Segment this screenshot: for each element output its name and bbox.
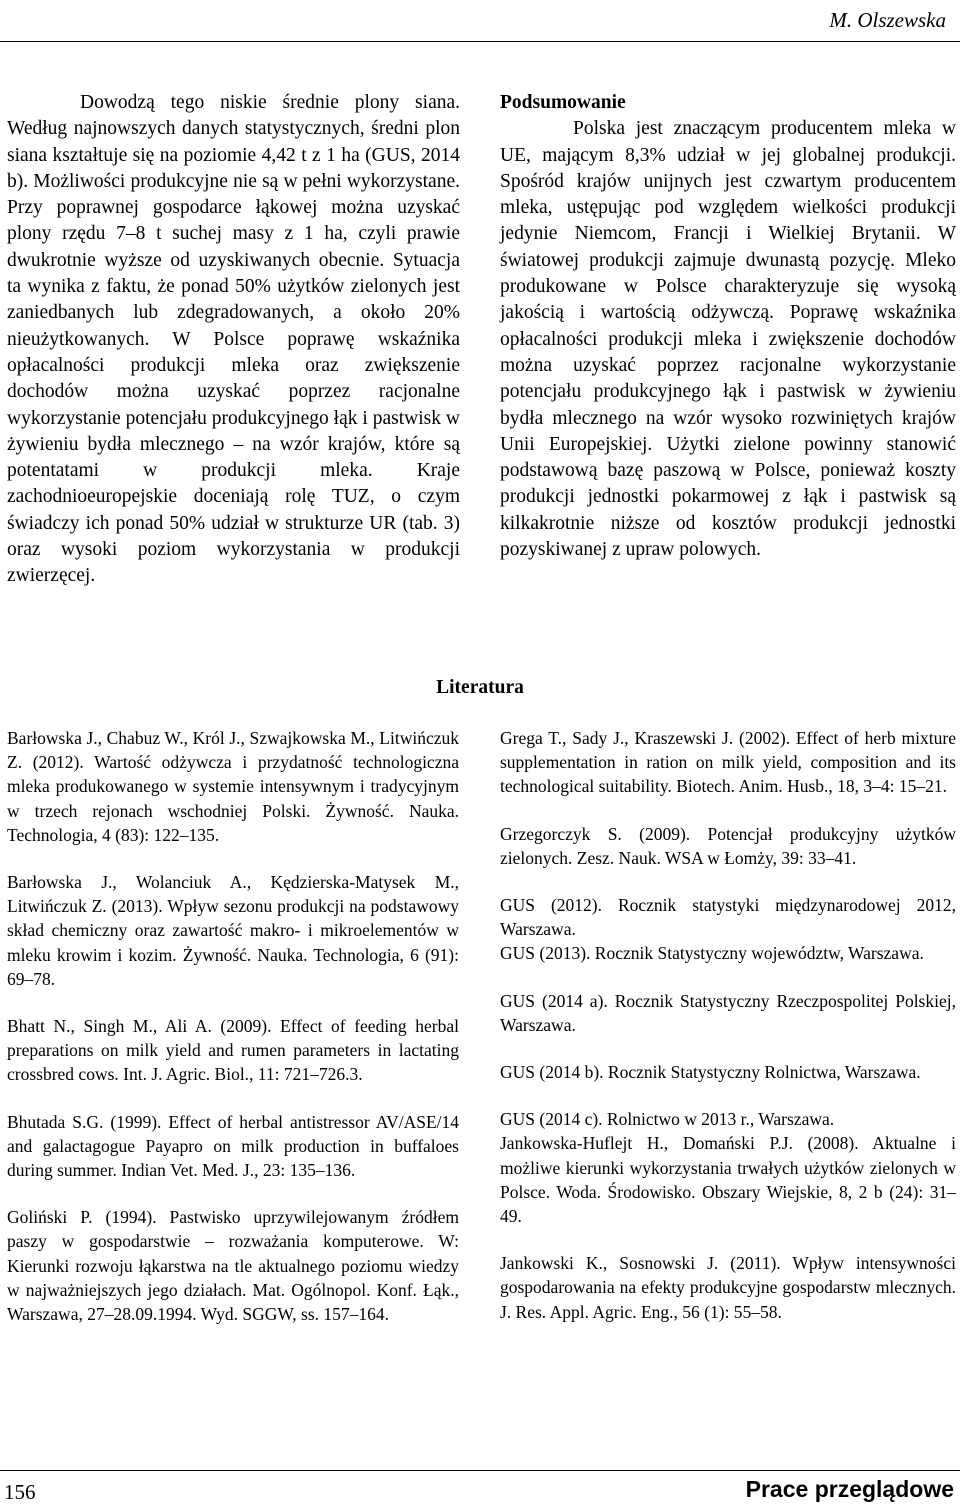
right-text-column [500,90,956,563]
reference-item: Grega T., Sady J., Kraszewski J. (2002). Effect of herb mixture supplementation in ration on milk yield, composition and its technological suitability. Biotech. Anim. Husb., 18, 3–4: 15–21. [500,728,956,797]
reference-item: Jankowski K., Sosnowski J. (2011). Wpływ intensywności gospodarowania na efekty produkcyjne gospodarstw mlecznych. J. Res. Appl. Agric. Eng., 56 (1): 55–58. [500,1253,956,1322]
reference-item: Barłowska J., Chabuz W., Król J., Szwajkowska M., Litwińczuk Z. (2012). Wartość odżywcza i przydatność technologiczna mleka produkowanego w systemie intensywnym i tradycyjnym w trzech rejonach wschodniej Polski. Żywność. Nauka. Technologia, 4 (83): 122–135. [7,728,459,845]
reference-item: GUS (2014 a). Rocznik Statystyczny Rzeczpospolitej Polskiej, Warszawa. [500,990,956,1035]
footer-rule [0,1470,960,1471]
journal-section-name: Prace przeglądowe [745,1476,954,1502]
body-paragraph: Dowodzą tego niskie średnie plony siana. Według najnowszych danych statystycznych, średni plon siana kształtuje się na poziomie 4,42 t z 1 ha (GUS, 2014 b). Możliwości produkcyjne nie są w pełni wykorzystane. Przy poprawnej gospodarce łąkowej można uzyskać plony rzędu 7–8 t suchej masy z 1 ha, czyli prawie dwukrotnie wyższe od uzyskiwanych obecnie. Sytuacja ta wynika z faktu, że ponad 50% użytków zielonych jest zaniedbanych lub zdegradowanych, a około 20% nieużytkowanych. W Polsce poprawę wskaźnika opłacalności produkcji mleka oraz zwiększenie dochodów można uzyskać poprzez racjonalne wykorzystanie potencjału produkcyjnego łąk i pastwisk w żywieniu bydła mlecznego – na wzór krajów, które są potentatami w produkcji mleka. Kraje zachodnioeuropejskie doceniają rolę TUZ, o czym świadczy ich ponad 50% udział w strukturze UR (tab. 3) oraz wysoki poziom wykorzystania w produkcji zwierzęcej. [7,92,460,587]
running-head-author: M. Olszewska [829,8,946,32]
reference-item: Barłowska J., Wolanciuk A., Kędzierska-Matysek M., Litwińczuk Z. (2013). Wpływ sezonu produkcji na podstawowy skład chemiczny oraz zawartość makro- i mikroelementów w mleku krowim i kozim. Żywność. Nauka. Technologia, 6 (91): 69–78. [7,872,459,989]
reference-item: Grzegorczyk S. (2009). Potencjał produkcyjny użytków zielonych. Zesz. Nauk. WSA w Łomży, 39: 33–41. [500,823,956,868]
reference-item: GUS (2014 c). Rolnictwo w 2013 r., Warszawa. [500,1109,835,1130]
reference-item: Bhutada S.G. (1999). Effect of herbal antistressor AV/ASE/14 and galactagogue Payapro on milk production in buffaloes during summer. Indian Vet. Med. J., 23: 135–136. [7,1111,459,1181]
reference-item: Goliński P. (1994). Pastwisko uprzywilejowanym źródłem paszy w gospodarstwie – rozważania komputerowe. W: Kierunki rozwoju łąkarstwa na tle aktualnego poziomu wiedzy w najważniejszych jego działach. Mat. Ogólnopol. Konf. Łąk., Warszawa, 27–28.09.1994. Wyd. SGGW, ss. 157–164. [7,1207,459,1325]
header-rule [0,41,960,42]
left-text-column [7,90,460,590]
page-number: 156 [4,1480,36,1504]
reference-item: GUS (2014 b). Rocznik Statystyczny Rolnictwa, Warszawa. [500,1062,921,1083]
references-right-column [500,726,956,1347]
reference-item: GUS (2013). Rocznik Statystyczny województw, Warszawa. [500,943,924,964]
literature-heading: Literatura [436,677,524,698]
references-left-column [7,726,459,1349]
reference-item: Jankowska-Huflejt H., Domański P.J. (2008). Aktualne i możliwe kierunki wykorzystania trwałych użytków zielonych w Polsce. Woda. Środowisko. Obszary Wiejskie, 8, 2 b (24): 31–49. [500,1133,956,1227]
reference-item: Bhatt N., Singh M., Ali A. (2009). Effect of feeding herbal preparations on milk yield and rumen parameters in lactating crossbred cows. Int. J. Agric. Biol., 11: 721–726.3. [7,1016,459,1085]
reference-item: GUS (2012). Rocznik statystyki międzynarodowej 2012, Warszawa. [500,895,956,940]
summary-paragraph: Polska jest znaczącym producentem mleka w UE, mającym 8,3% udział w jej globalnej produkcji. Spośród krajów unijnych jest czwartym producentem mleka, ustępując pod względem wielkości produkcji jedynie Niemcom, Francji i Wielkiej Brytanii. W światowej produkcji zajmuje dwunastą pozycję. Mleko produkowane w Polsce charakteryzuje się wysoką jakością i wartością odżywczą. Poprawę wskaźnika opłacalności produkcji mleka i zwiększenie dochodów można uzyskać poprzez racjonalne wykorzystanie potencjału produkcyjnego łąk i pastwisk w żywieniu bydła mlecznego na wzór wysoko rozwiniętych krajów Unii Europejskiej. Użytki zielone powinny stanowić podstawową bazę paszową w Polsce, ponieważ koszty produkcji jednostki pokarmowej z łąk i pastwisk są kilkakrotnie niższe od kosztów produkcji jednostki pozyskiwanej z upraw polowych. [500,118,956,561]
summary-heading: Podsumowanie [500,92,626,113]
